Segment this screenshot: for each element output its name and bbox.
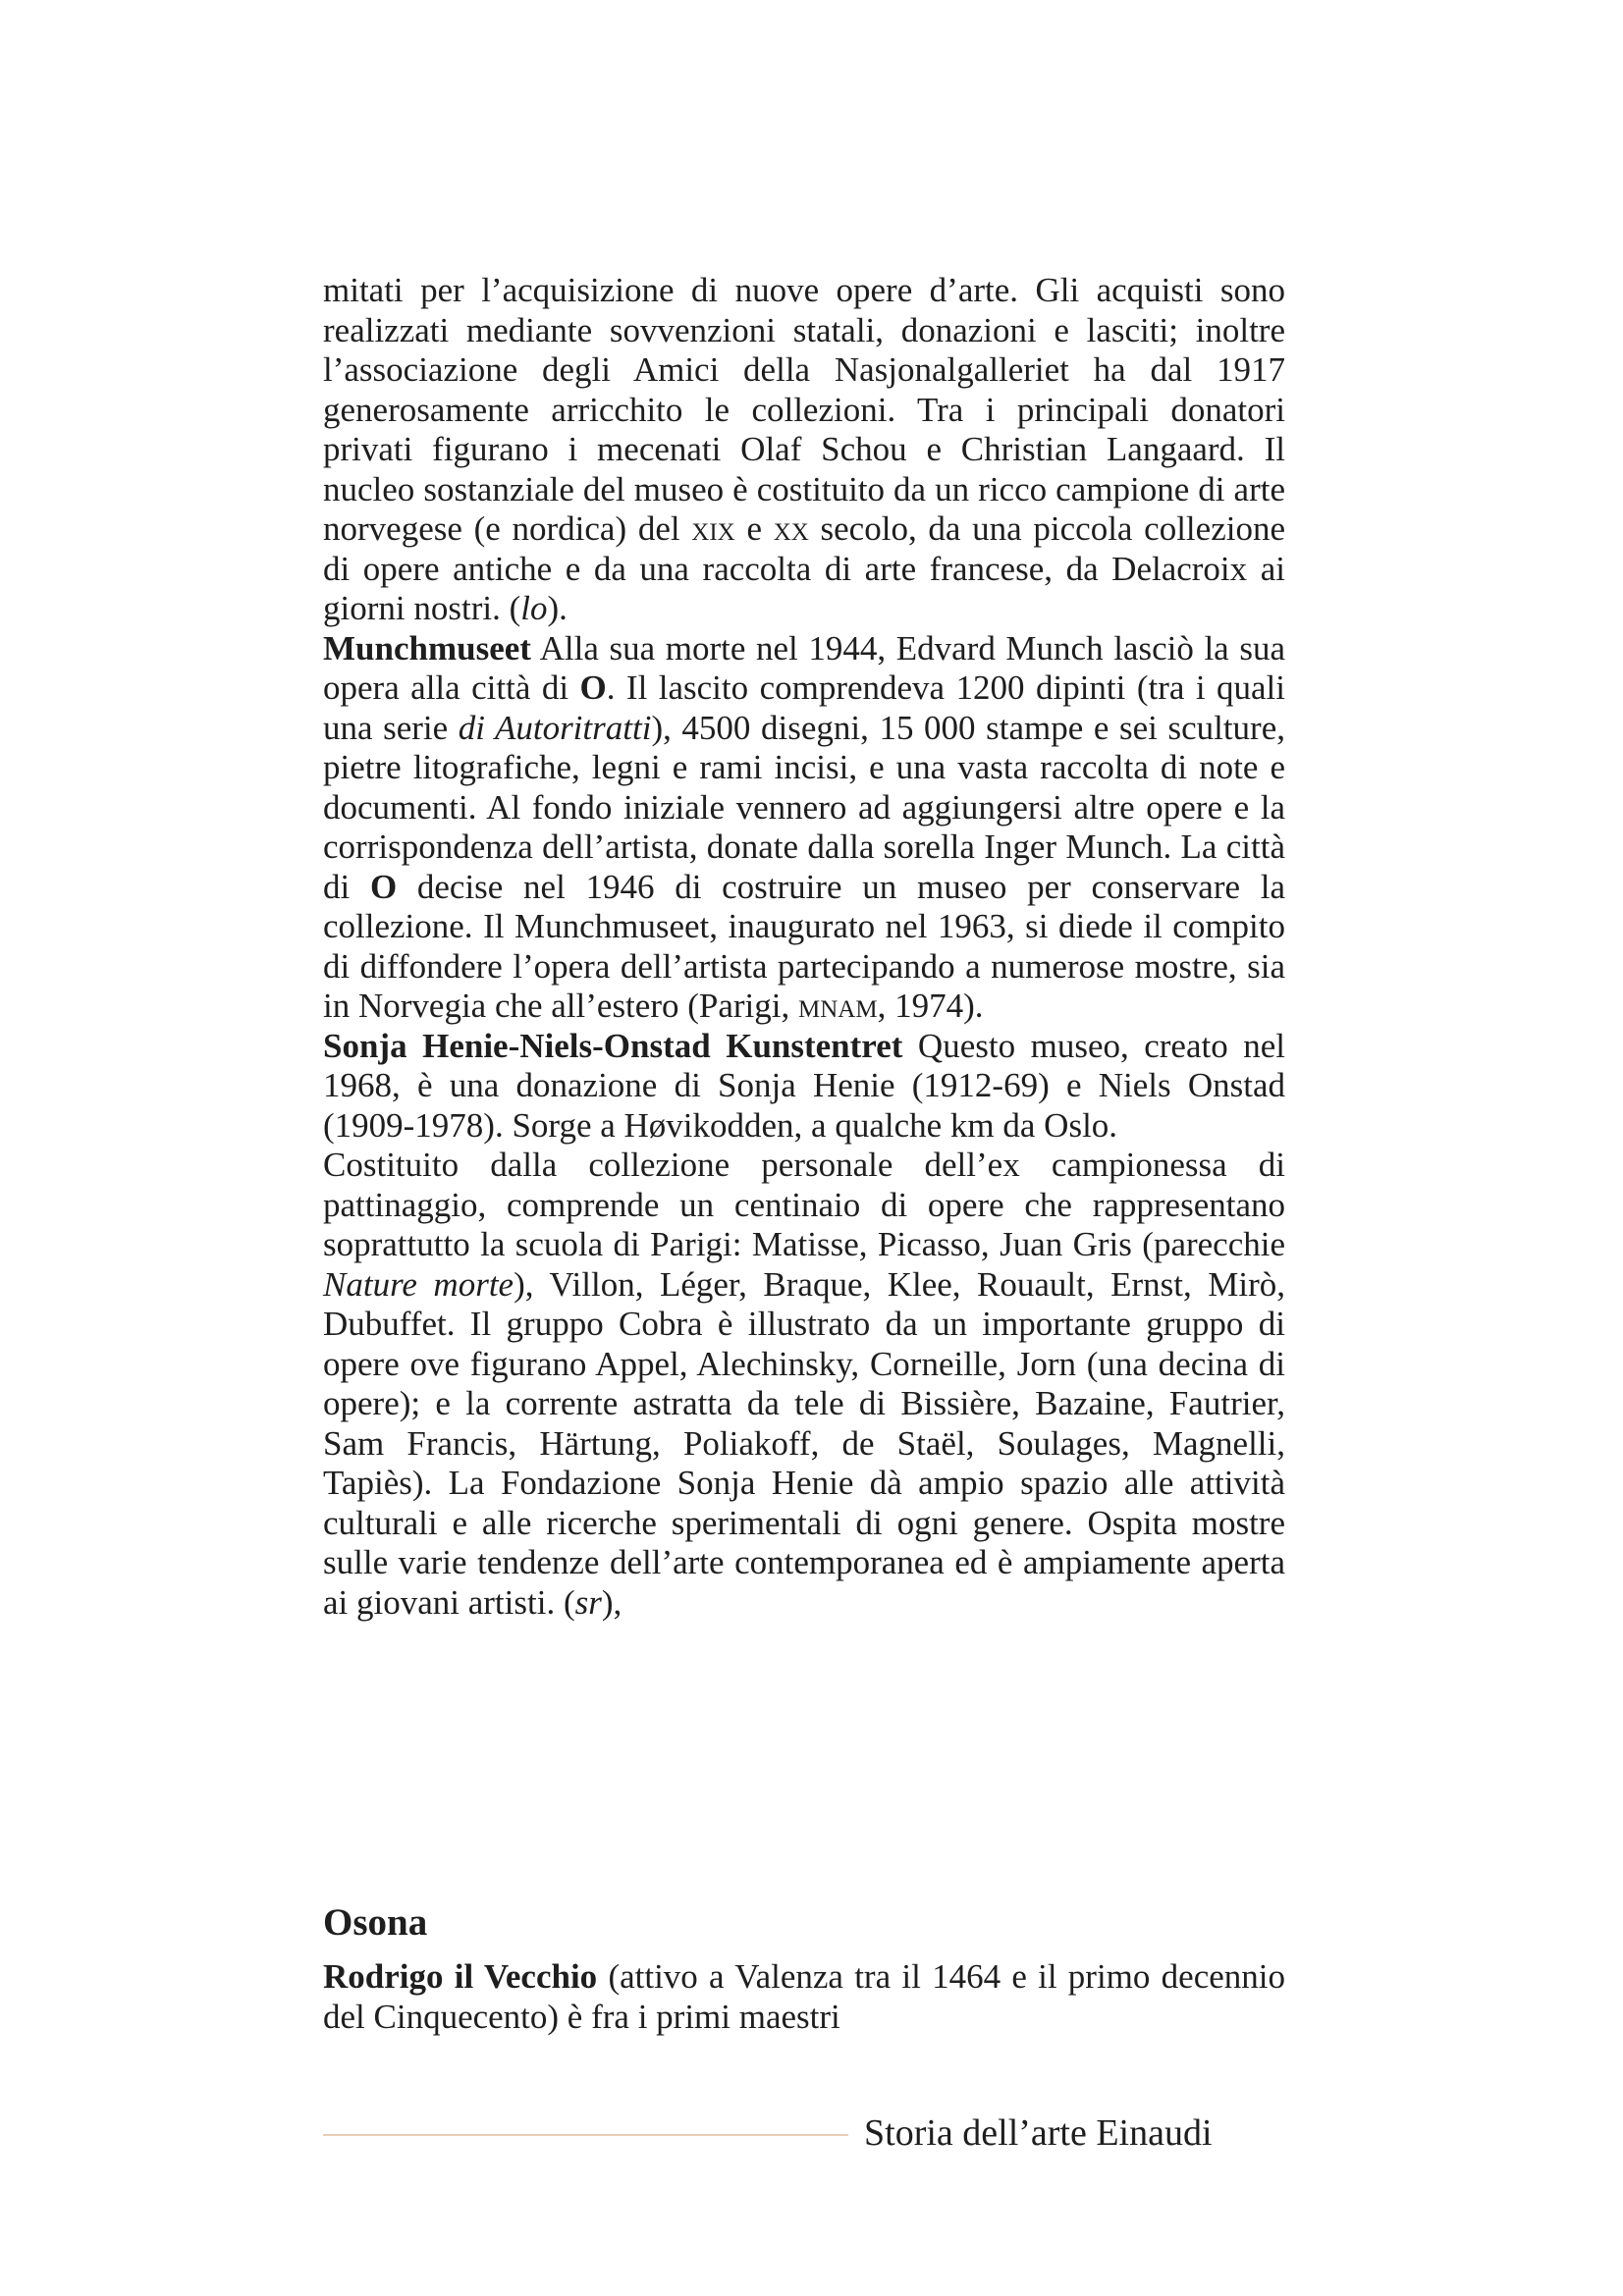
- city-abbreviation: O: [369, 867, 398, 906]
- author-initials: lo: [520, 589, 548, 627]
- paragraph-text: decise nel 1946 di costruire un museo per conservare la collezione. Il Munchmuseet, inaugurato nel 1963, si diede il compito di diffondere l’opera dell’artista partecipando a numerose mostre, sia in Norvegia che all’estero (Parigi,: [323, 867, 1285, 1025]
- paragraph-text: Questo museo, creato nel 1968, è una donazione di Sonja Henie (1912-69) e Niels Onstad (1909-1978). Sorge a Høvikodden, a qualche km da Oslo.: [323, 1026, 1285, 1145]
- work-title: di Autoritratti: [458, 708, 652, 747]
- paragraph-rodrigo: [323, 1957, 1285, 2037]
- city-abbreviation: O: [579, 668, 607, 707]
- paragraph-text: Alla sua morte nel 1944, Edvard Munch lasciò la sua opera alla città di: [323, 628, 1285, 707]
- paragraph-collection: [323, 1146, 1285, 1623]
- paragraph-text: , 1974).: [877, 987, 984, 1025]
- paragraph-text: ),: [601, 1582, 622, 1622]
- section-heading-osona: Osona: [323, 1901, 428, 1944]
- osona-text-block: [323, 1957, 1285, 2037]
- paragraph-text: ).: [547, 589, 568, 627]
- entry-heading-henie-onstad: Sonja Henie-Niels-Onstad Kunstentret: [323, 1026, 903, 1065]
- main-text-block: [323, 271, 1285, 1623]
- entry-heading-rodrigo: Rodrigo il Vecchio: [323, 1957, 598, 1996]
- century-xx: xx: [773, 509, 809, 548]
- paragraph-text: (attivo a Valenza tra il 1464 e il primo decennio del Cinquecento) è fra i primi maestri: [323, 1957, 1285, 2036]
- paragraph-text: secolo, da una piccola collezione di opere antiche e da una raccolta di arte francese, da Delacroix ai giorni nostri. (: [323, 509, 1285, 627]
- paragraph-nasjonalgalleriet: [323, 271, 1285, 629]
- paragraph-munchmuseet: [323, 629, 1285, 1027]
- work-title: Nature morte: [323, 1264, 514, 1304]
- paragraph-text: ), 4500 disegni, 15 000 stampe e sei sculture, pietre litografiche, legni e rami incisi, e una vasta raccolta di note e documenti. Al fondo iniziale vennero ad aggiungersi altre opere e la corrispondenza dell’artista, donate dalla sorella Inger Munch. La città di: [323, 708, 1285, 906]
- paragraph-text: . Il lascito comprendeva 1200 dipinti (tra i quali una serie: [323, 668, 1285, 747]
- museum-abbreviation: mnam: [797, 987, 878, 1025]
- paragraph-text: mitati per l’acquisizione di nuove opere d’arte. Gli acquisti sono realizzati mediante sovvenzioni statali, donazioni e lasciti; inoltre l’associazione degli Amici della Nasjonalgalleriet ha dal 1917 generosamente arricchito le collezioni. Tra i principali donatori privati figurano i mecenati Olaf Schou e Christian Langaard. Il nucleo sostanziale del museo è costituito da un ricco campione di arte norvegese (e nordica) del: [323, 271, 1285, 548]
- footer-publication-title: Storia dell’arte Einaudi: [864, 2112, 1213, 2154]
- paragraph-text: e: [734, 509, 774, 548]
- footer-divider: [323, 2134, 848, 2136]
- century-xix: xix: [691, 509, 735, 548]
- author-initials: sr: [574, 1582, 602, 1622]
- paragraph-text: Costituito dalla collezione personale dell’ex campionessa di pattinaggio, comprende un centinaio di opere che rappresentano soprattutto la scuola di Parigi: Matisse, Picasso, Juan Gris (parecchie: [323, 1146, 1285, 1263]
- paragraph-henie-onstad: [323, 1027, 1285, 1147]
- entry-heading-munchmuseet: Munchmuseet: [323, 628, 531, 667]
- paragraph-text: ), Villon, Léger, Braque, Klee, Rouault, Ernst, Mirò, Dubuffet. Il gruppo Cobra è illustrato da un importante gruppo di opere ove figurano Appel, Alechinsky, Corneille, Jorn (una decina di opere); e la corrente astratta da tele di Bissière, Bazaine, Fautrier, Sam Francis, Härtung, Poliakoff, de Staël, Soulages, Magnelli, Tapiès). La Fondazione Sonja Henie dà ampio spazio alle attività culturali e alle ricerche sperimentali di ogni genere. Ospita mostre sulle varie tendenze dell’arte contemporanea ed è ampiamente aperta ai giovani artisti. (: [323, 1264, 1285, 1622]
